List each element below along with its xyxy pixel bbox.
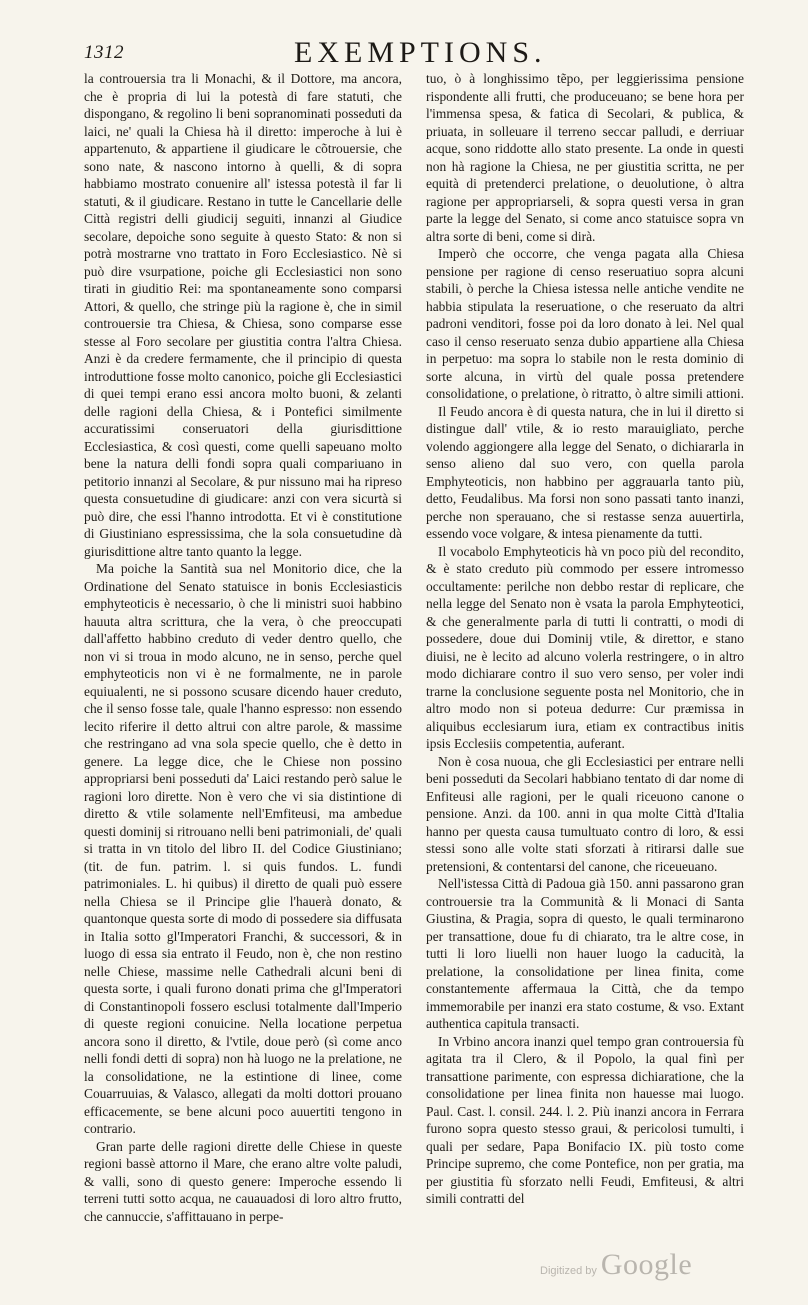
google-logo: Google — [600, 1248, 693, 1281]
paragraph: Imperò che occorre, che venga pagata alla Chiesa pensione per ragione di censo reseruatiuo sopra alcuni stabili, ò perche la Chiesa istessa nelle antiche vendite ne habbia stipulata la reseruatione, o che reseruato da altri padroni venditori, fosse poi da loro donato à lei. Nel qual caso il censo reseruato senza dubio appartiene alla Chiesa in perpetuo: ma sopra lo stabile non le resta dominio di sorte alcuna, in virtù del quale possa pretendere consolidatione, o prelatione, ò ritratto, ò altre simili attioni. — [426, 246, 744, 401]
paragraph: Il vocabolo Emphyteoticis hà vn poco più del recondito, & è stato creduto più commodo per essere intromesso occultamente: perilche non debbo restar di replicare, che nella legge del Senato non è vsata la parola Emphyteotici, & che generalmente parla di tutti li contratti, o modi di possedere, doue dui Dominij vtile, & direttor, e stano diuisi, ne è lecito ad alcuno volerla restringere, o in altro modo dichiarare contro il suo vero senso, per voler indi trarne la conclusione seguente posta nel Monitorio, che in altro modo non si poteua dedurre: Cur præmissa in aliquibus ecclesiarum iura, etiam ex contractibus initis ipsis Ecclesiis competentia, auferant. — [426, 543, 744, 751]
paragraph: la controuersia tra li Monachi, & il Dottore, ma ancora, che è propria di lui la potestà di fare statuti, che dispongano, & regolino li beni sopranominati posseduti da laici, ne' quali la Chiesa hà il diretto: imperoche à lui è appartenuto, & appartiene il giudicare le cõtrouersie, che sono nate, & nascono intorno à quelli, & di sopra habbiamo mostrato conuenire all' istessa potestà il far li statuti, & il giudicare. Restano in tutte le Cancellarie delle Città registri delli giudicij seguiti, innanzi al Giudice secolare, depoiche sono seguite à questo Stato: & non si potrà mostrarne vno trattato in Foro Ecclesiastico. Nè si può dire vsurpatione, poiche gli Ecclesiastici non sono tirati in giuditio Rei: ma spontaneamente sono comparsi Attori, & quello, che stringe più la ragione è, che in simil controuersie tra Chiesa, & Chiesa, sono comparse esse stesse al Foro secolare per giustitia contra l'altra Chiesa. Anzi è da credere fermamente, che il principio di questa introduttione fosse molto canonico, poiche gli Ecclesiastici di quei tempi erano essi ancora molto buoni, & zelanti delle ragioni della Chiesa, & i Pontefici similmente accuratissimi conseruatori della giurisdittione Ecclesiastica, & così questi, come quelli sapeuano molto bene la natura delli fondi sopra quali compariuano in petitorio innanzi al Secolare, & pur nissuno mai ha ripreso questa consuetudine di giudicare: anzi con vera sicurtà si può dire, che essi l'hanno introdotta. Et vi è constitutione di Giustiniano espressissima, che la sola consuetudine dà giurisdittione altre tanto quanto la legge. — [84, 71, 402, 559]
paragraph: Gran parte delle ragioni dirette delle Chiese in queste regioni bassè attorno il Mare, che erano altre volte paludi, & valli, sono di questo genere: Imperoche essendo li terreni tutti sotto acqua, ne cauauadosi di loro altro frutto, che cannuccie, s'affittauano in perpe- — [84, 1138, 402, 1224]
paragraph: Ma poiche la Santità sua nel Monitorio dice, che la Ordinatione del Senato statuisce in bonis Ecclesiasticis emphyteoticis è necessario, ò che li ministri suoi habbino hauuta altra scrittura, che la vera, ò che preoccupati dall'affetto habbino creduto di veder dentro quello, che non vi si troua in modo alcuno, ne in senso, perche quel emphyteoticis non vi è ne formalmente, ne in parole equiualenti, ne si possono scusare dicendo hauer creduto, che il senso fosse tale, quale l'hanno espresso: non essendo lecito riferire il detto altrui con altre parole, & massime che restringano ad vna sola specie quello, che è detto in genere. La legge dice, che le Chiese non possino appropriarsi beni posseduti da' Laici restando però salue le ragioni loro dirette. Non è vero che vi sia distintione di diretto & vtile solamente nell'Emfiteusi, ma ambedue questi dominij si ritrouano nelli beni patrimoniali, de' quali si tratta in vn titolo del libro II. del Codice Giustiniano; (tit. de fun. patrim. l. si quis fundos. L. fundi patrimoniales. L. hi quibus) il diretto de quali può essere nella Chiesa se il Principe glie l'hauerà donato, & quantonque questa sorte di modo di possedere sia diffusata in Italia sotto gl'Imperatori Franchi, & successori, & in luogo di essa sia entrato il Feudo, non è, che non restino nelle Chiese, massime nelle Cathedrali alcuni beni di questa sorte, i quali furono donati prima che gl'Imperatori di Constantinopoli fossero esclusi totalmente dall'Imperio di queste regioni conuicine. Nella locatione perpetua ancora sono il diretto, & l'vtile, doue però (sì come anco nelli fondi detti di sopra) non hà luogo ne la prelatione, ne la consolidatione, ne la estintione di linee, come Couarruuias, & Valasco, allegati da molti dottori prouano efficacemente, se bene alcuni poco auuertiti tengono in contrario. — [84, 561, 402, 1136]
paragraph: Il Feudo ancora è di questa natura, che in lui il diretto si distingue dall' vtile, & io resto marauigliato, perche volendo aggiongere alla legge del Senato, o dichiararla in senso alieno dal suo vero, con quella parola Emphyteoticis, non habbino per aggrauarla tanto più, detto, Feudalibus. Ma forsi non sono passati tanto inanzi, perche non sperauano, che si restasse senza auuertirla, essendo voce volgare, & intesa pienamente da tutti. — [426, 403, 744, 541]
page-number: 1312 — [84, 42, 124, 63]
digitized-by-label: Digitized by — [540, 1265, 597, 1277]
right-column — [426, 70, 744, 1208]
paragraph: Non è cosa nuoua, che gli Ecclesiastici per entrare nelli beni posseduti da Secolari habbiano tentato di dar nome di Enfiteusi alle ragioni, per le quali riceuono canone o pensione. Anzi. da 100. anni in qua molte Città d'Italia hanno per questa causa tumultuato contro di loro, & essi stessi sono alle volte stati sforzati à ritirarsi dalle sue pretensioni, & contentarsi del canone, che riceueuano. — [426, 753, 744, 874]
left-column — [84, 70, 402, 1225]
running-title: EXEMPTIONS. — [294, 36, 547, 69]
paragraph: Nell'istessa Città di Padoua già 150. anni passarono gran controuersie tra la Communità & li Monaci di Santa Giustina, & Pragia, sopra di questo, le quali terminarono per transattione, doue fu di chiarato, tra le altre cose, in tutti li loro liuelli non hauer luogo la caducità, la prelatione, la consolidatione per linea finita, come constantemente affermaua la Città, che da tempo immemorabile per inanzi era stato costume, & vso. Extant authentica capitula transacti. — [426, 876, 744, 1031]
digitized-by-watermark — [540, 1248, 692, 1282]
paragraph: tuo, ò à longhissimo tẽpo, per leggierissima pensione rispondente alli frutti, che produceuano; se bene hora per l'immensa spesa, & fatica di Secolari, & publica, & priuata, in solleuare il terreno seccar palludi, e derriuar acque, sono riddotte allo stato presente. La onde in questi non hà ragione la Chiesa, ne per giustitia scritta, ne per equità di pretenderci prelatione, o deuolutione, ò altra ragione per appropriarseli, & sopra questi versa in gran parte la legge del Senato, si come anco statuisce sopra vn altra sorte di beni, come si dirà. — [426, 71, 744, 244]
paragraph: In Vrbino ancora inanzi quel tempo gran controuersia fù agitata tra il Clero, & il Popolo, la qual finì per transattione parimente, con espressa dichiaratione, che la consolidatione per linea finita non hauesse mai luogo. Paul. Cast. l. consil. 244. l. 2. Più inanzi ancora in Ferrara furono sopra questo stesso graui, & pericolosi tumulti, i quali per sedare, Papa Bonifacio IX. più tosto come Principe supremo, che come Pontefice, non per gratia, ma per giustitia fù sforzato nelli Feudi, Emfiteusi, & altri simili contratti del — [426, 1033, 744, 1206]
